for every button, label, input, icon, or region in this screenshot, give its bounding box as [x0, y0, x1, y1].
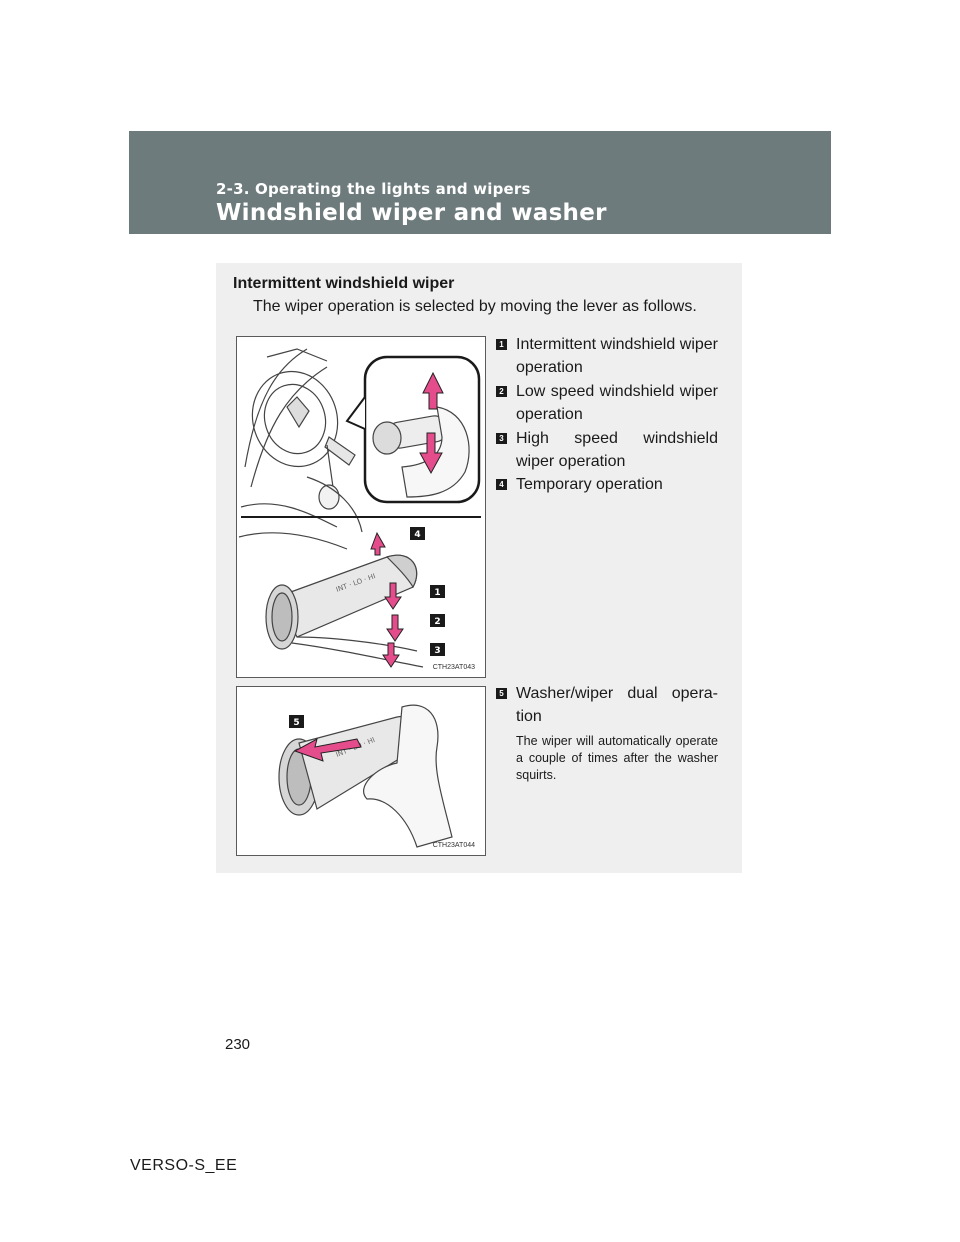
item-text: Low speed windshield wiper operation [516, 383, 718, 423]
wiper-lever-illustration [236, 336, 486, 678]
figure-code: CTH23AT044 [432, 842, 475, 849]
item-text: High speed windshield wiper operation [516, 430, 718, 470]
figure-label-3: 3 [434, 646, 441, 656]
item-text: Temporary operation [516, 476, 663, 493]
document-code: VERSO-S_EE [130, 1157, 238, 1174]
item-number-badge: 1 [496, 339, 507, 350]
washer-note: The wiper will automatically operate a couple of times after the washer squirts. [516, 734, 718, 782]
page-title: Windshield wiper and washer [216, 200, 607, 226]
figure-code: CTH23AT043 [432, 664, 475, 671]
page-number: 230 [225, 1036, 251, 1053]
list-item [496, 473, 718, 496]
item-number-badge: 5 [496, 688, 507, 699]
item-number-badge: 2 [496, 386, 507, 397]
figure-label-5: 5 [293, 718, 300, 728]
item-number-badge: 3 [496, 433, 507, 444]
washer-lever-illustration [236, 686, 486, 856]
item-text: Washer/wiper dual opera-tion [516, 685, 718, 725]
figure-label-2: 2 [434, 617, 441, 627]
figure-label-1: 1 [434, 588, 441, 598]
list-item [496, 333, 718, 379]
list-item [496, 682, 718, 728]
item-number-badge: 4 [496, 479, 507, 490]
intro-text: The wiper operation is selected by moving the lever as follows. [253, 298, 697, 315]
svg-text:INT · LO · HI: INT · LO · HI [334, 572, 377, 594]
wiper-lever-drawing [237, 337, 485, 677]
content-box [216, 263, 742, 873]
washer-lever-drawing [237, 687, 485, 855]
list-item [496, 427, 718, 473]
chapter-header [129, 131, 831, 234]
box-heading: Intermittent windshield wiper [233, 275, 455, 292]
figure-label-4: 4 [414, 530, 421, 540]
svg-text:INT · LO · HI: INT · · HI [334, 735, 377, 759]
section-title: 2-3. Operating the lights and wipers [216, 180, 531, 198]
list-item [496, 380, 718, 426]
item-text: Intermittent windshield wiper operation [516, 336, 718, 376]
